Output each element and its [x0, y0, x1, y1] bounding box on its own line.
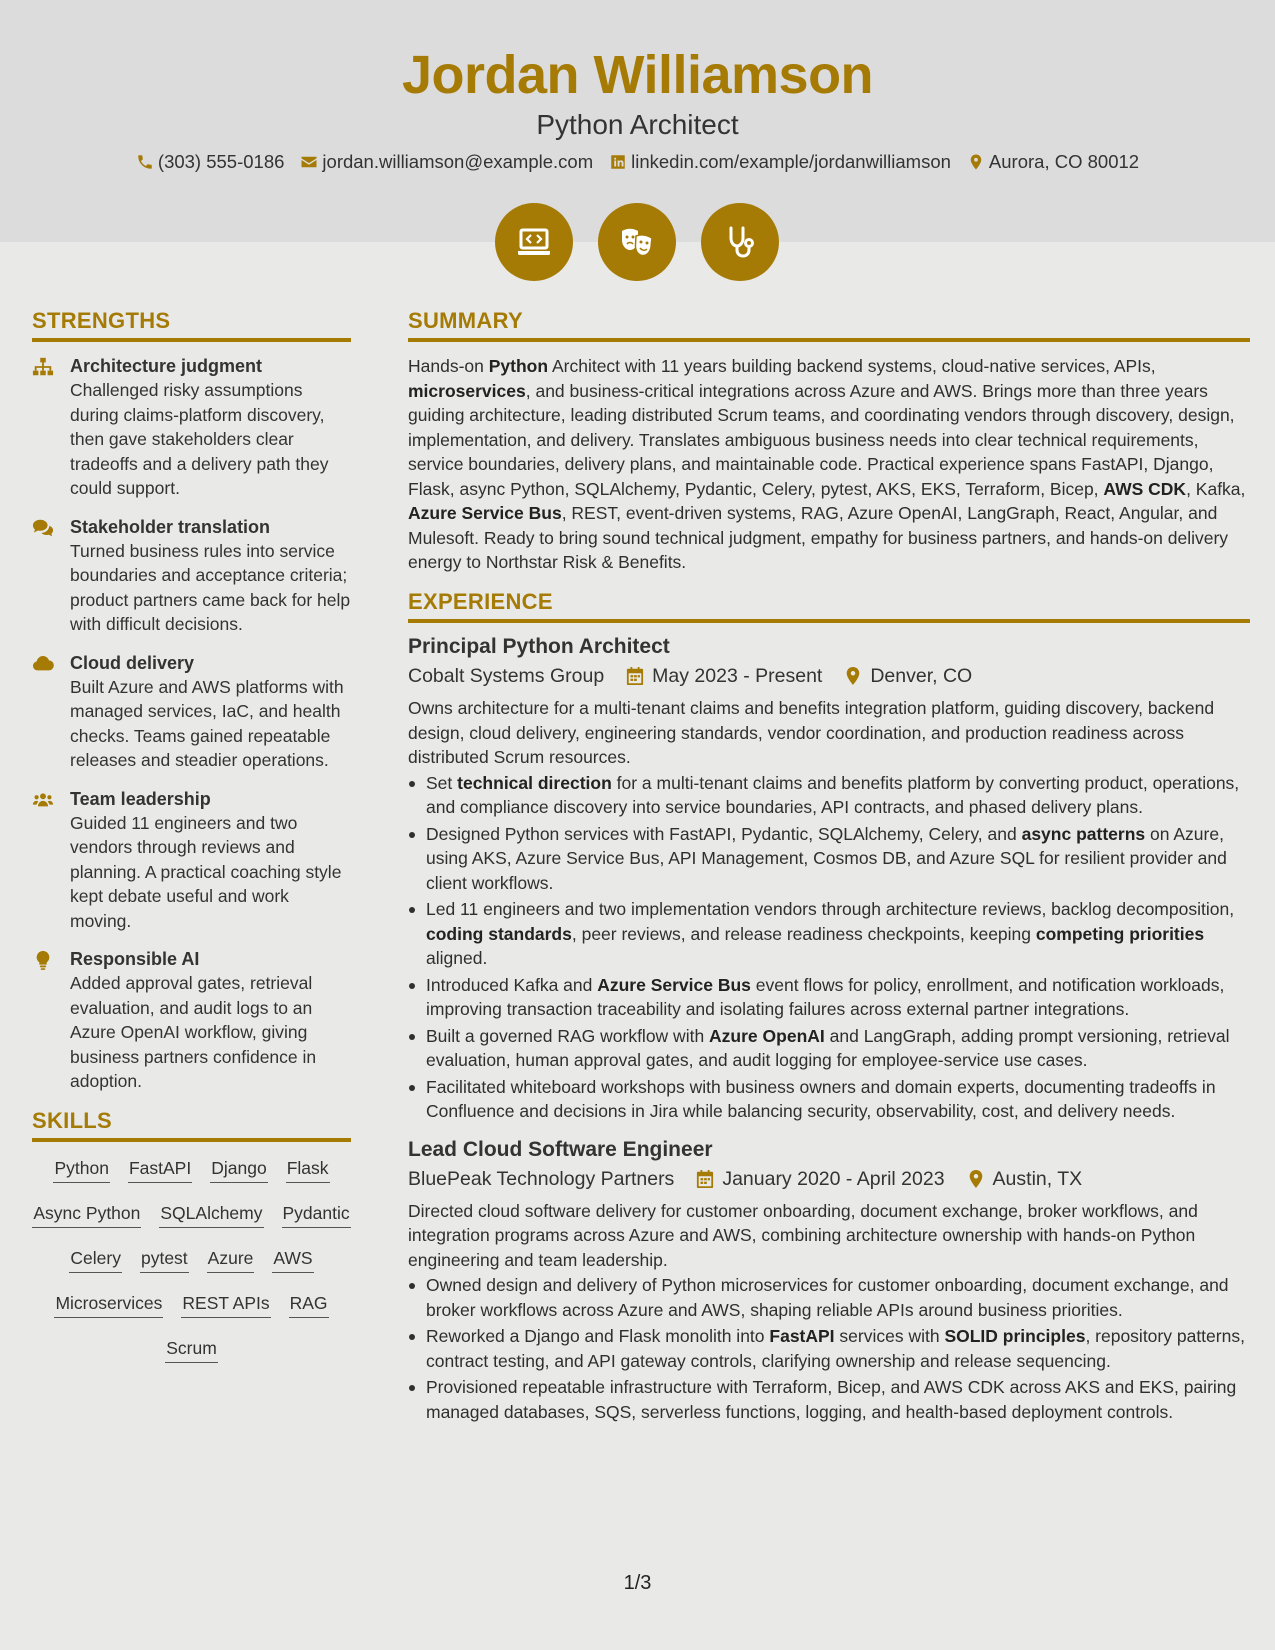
job-entry	[408, 633, 1250, 1124]
job-bullets	[408, 771, 1250, 1124]
contact-email[interactable]	[300, 151, 593, 173]
strength-desc: Built Azure and AWS platforms with managed services, IaC, and health checks. Teams gained repeatable releases and steadier operations.	[70, 676, 344, 771]
job-bullet: Led 11 engineers and two implementation vendors through architecture reviews, backlog decomposition, coding standards, peer reviews, and release readiness checkpoints, keeping competing priorities aligned.	[408, 897, 1250, 971]
strength-desc: Added approval gates, retrieval evaluation, and audit logs to an Azure OpenAI workflow, giving business partners confidence in adoption.	[70, 973, 317, 1092]
strength-desc: Challenged risky assumptions during claims-platform discovery, then gave stakeholders clear tradeoffs and a delivery path they could support.	[70, 380, 329, 499]
strength-title: Stakeholder translation	[70, 516, 271, 537]
job-intro: Owns architecture for a multi-tenant claims and benefits integration platform, guiding discovery, backend design, cloud delivery, engineering standards, vendor coordination, and production readiness across distributed Scrum resources.	[408, 698, 1215, 768]
skill-tag: Async Python	[32, 1203, 141, 1228]
job-role: Principal Python Architect	[408, 635, 670, 659]
job-company: BluePeak Technology Partners	[408, 1167, 675, 1190]
job-company: Cobalt Systems Group	[408, 665, 605, 688]
linkedin-text: linkedin.com/example/jordanwilliamson	[631, 151, 951, 172]
experience-heading: EXPERIENCE	[408, 589, 1250, 623]
skill-tag: Celery	[69, 1248, 122, 1273]
calendar-icon	[626, 666, 644, 686]
strength-title: Cloud delivery	[70, 652, 195, 673]
skill-tag: Azure	[207, 1248, 255, 1273]
job-bullets	[408, 1273, 1250, 1424]
strength-desc: Turned business rules into service boundaries and acceptance criteria; product partners came back for help with difficult decisions.	[70, 540, 351, 635]
job-bullet: Set technical direction for a multi-tenant claims and benefits platform by converting product, operations, and compliance discovery into service boundaries, API contracts, and phased delivery plans.	[408, 771, 1250, 820]
right-column	[408, 308, 1250, 1438]
strength-desc: Guided 11 engineers and two vendors through reviews and planning. A practical coaching style kept debate useful and work moving.	[70, 812, 342, 931]
strength-title: Team leadership	[70, 788, 211, 809]
skill-tag: RAG	[289, 1293, 329, 1318]
skill-tag: REST APIs	[181, 1293, 270, 1318]
job-role: Lead Cloud Software Engineer	[408, 1137, 713, 1161]
contact-phone[interactable]	[136, 151, 285, 173]
contact-location	[967, 151, 1139, 173]
strength-item	[32, 354, 351, 501]
summary-text: Hands-on Python Architect with 11 years building backend systems, cloud-native services, APIs, microservices, and business-critical integrations across Azure and AWS. Brings more than three years guiding architecture, leading distributed Scrum teams, and coordinating vendors through discovery, design, implementation, and delivery. Translates ambiguous business needs into clear technical requirements, service boundaries, delivery plans, and maintainable code. Practical experience spans FastAPI, Django, Flask, async Python, SQLAlchemy, Pydantic, Celery, pytest, AKS, EKS, Terraform, Bicep, AWS CDK, Kafka, Azure Service Bus, REST, event-driven systems, RAG, Azure OpenAI, LangGraph, React, Angular, and Mulesoft. Ready to bring sound technical judgment, empathy for business partners, and hands-on delivery energy to Northstar Risk & Benefits.	[408, 356, 1246, 573]
job-intro: Directed cloud software delivery for customer onboarding, document exchange, broker workflows, and integration programs across Azure and AWS, combining architecture ownership with hands-on Python engineering and team leadership.	[408, 1200, 1198, 1270]
strength-title: Responsible AI	[70, 949, 200, 970]
laptop-code-icon	[495, 203, 573, 281]
map-marker-icon	[844, 666, 862, 686]
contact-bar	[0, 151, 1275, 173]
job-bullet: Facilitated whiteboard workshops with business owners and domain experts, documenting tradeoffs in Confluence and decisions in Jira while balancing security, observability, cost, and delivery needs.	[408, 1075, 1250, 1124]
summary-heading: SUMMARY	[408, 308, 1250, 342]
email-text: jordan.williamson@example.com	[322, 151, 594, 172]
job-bullet: Built a governed RAG workflow with Azure OpenAI and LangGraph, adding prompt versioning, retrieval evaluation, human approval gates, and audit logging for employee-service use cases.	[408, 1024, 1250, 1073]
phone-text: (303) 555-0186	[157, 151, 285, 172]
skill-tag: Scrum	[165, 1338, 218, 1363]
linkedin-icon	[609, 153, 627, 171]
contact-linkedin[interactable]	[609, 151, 951, 173]
skill-tag: SQLAlchemy	[159, 1203, 263, 1228]
strengths-heading: STRENGTHS	[32, 308, 351, 342]
job-bullet: Provisioned repeatable infrastructure with Terraform, Bicep, and AWS CDK across AKS and EKS, pairing managed databases, SQS, serverless functions, logging, and health-based deployment controls.	[408, 1375, 1250, 1424]
page-number: 1/3	[623, 1572, 652, 1594]
job-location: Austin, TX	[992, 1167, 1083, 1190]
phone-icon	[136, 153, 154, 171]
job-bullet: Introduced Kafka and Azure Service Bus event flows for policy, enrollment, and notification workloads, improving transaction traceability and isolating failures across external partner integrations.	[408, 973, 1250, 1022]
calendar-icon	[696, 1169, 714, 1189]
job-dates: May 2023 - Present	[652, 665, 823, 688]
job-dates: January 2020 - April 2023	[722, 1167, 945, 1190]
skills-list	[32, 1154, 351, 1363]
skills-heading: SKILLS	[32, 1108, 351, 1142]
skill-tag: AWS	[272, 1248, 313, 1273]
strength-item	[32, 947, 351, 1094]
candidate-name: Jordan Williamson	[401, 45, 874, 105]
job-bullet: Reworked a Django and Flask monolith into FastAPI services with SOLID principles, repository patterns, contract testing, and API gateway controls, clarifying ownership and release sequencing.	[408, 1324, 1250, 1373]
job-meta	[408, 1164, 1250, 1194]
location-text: Aurora, CO 80012	[988, 151, 1140, 172]
skill-tag: Flask	[286, 1158, 330, 1183]
cloud-icon	[32, 653, 54, 675]
sitemap-icon	[32, 356, 54, 378]
job-meta	[408, 661, 1250, 691]
envelope-icon	[300, 153, 318, 171]
candidate-title: Python Architect	[536, 109, 739, 140]
lightbulb-icon	[32, 949, 54, 971]
strength-item	[32, 787, 351, 934]
users-icon	[32, 789, 54, 811]
skill-tag: FastAPI	[128, 1158, 192, 1183]
job-bullet: Designed Python services with FastAPI, Pydantic, SQLAlchemy, Celery, and async patterns on Azure, using AKS, Azure Service Bus, API Management, Cosmos DB, and Azure SQL for resilient provider and client workflows.	[408, 822, 1250, 896]
left-column	[32, 308, 351, 1363]
skill-tag: pytest	[140, 1248, 189, 1273]
strength-title: Architecture judgment	[70, 356, 263, 377]
map-marker-icon	[967, 153, 985, 171]
comments-icon	[32, 517, 54, 539]
job-location: Denver, CO	[870, 665, 973, 688]
skill-tag: Pydantic	[282, 1203, 351, 1228]
job-bullet: Owned design and delivery of Python microservices for customer onboarding, document exchange, and broker workflows across Azure and AWS, shaping reliable APIs around business priorities.	[408, 1273, 1250, 1322]
strength-item	[32, 651, 351, 773]
strength-item	[32, 515, 351, 637]
skill-tag: Python	[53, 1158, 109, 1183]
job-entry	[408, 1136, 1250, 1425]
skill-tag: Microservices	[54, 1293, 163, 1318]
badge-row	[495, 203, 779, 281]
skill-tag: Django	[210, 1158, 267, 1183]
stethoscope-icon	[701, 203, 779, 281]
map-marker-icon	[967, 1169, 985, 1189]
theater-masks-icon	[598, 203, 676, 281]
